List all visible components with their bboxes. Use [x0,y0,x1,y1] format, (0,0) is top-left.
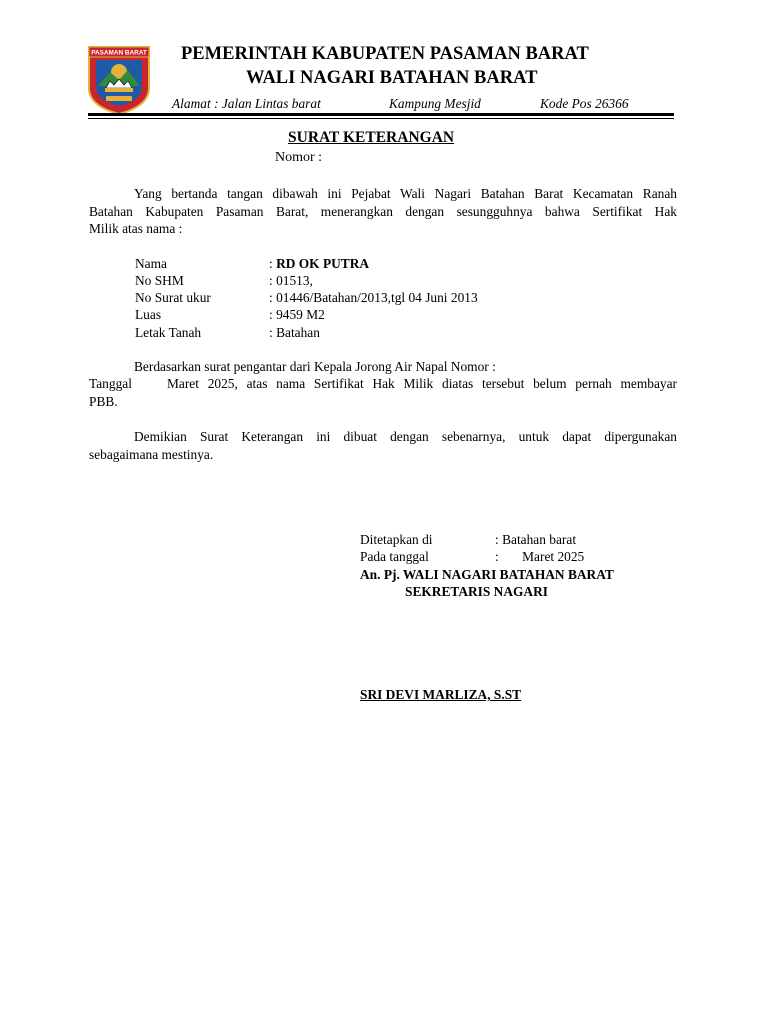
tanggal-value: : Maret 2025 [495,549,585,564]
header-divider-thin [88,118,674,119]
detail-label: Letak Tanah [135,325,202,340]
signatory-position: SEKRETARIS NAGARI [405,584,548,599]
header-address: Alamat : Jalan Lintas barat [172,96,321,111]
document-number: Nomor : [275,150,323,165]
detail-value: : 9459 M2 [269,307,325,322]
detail-value: : 01446/Batahan/2013,tgl 04 Juni 2013 [269,290,478,305]
header-kampung: Kampung Mesjid [389,96,481,111]
basis-line-3: PBB. [89,394,118,409]
ditetapkan-label: Ditetapkan di [360,532,433,547]
header-office-line: WALI NAGARI BATAHAN BARAT [246,68,538,88]
detail-label: Nama [135,256,167,271]
detail-label: No SHM [135,273,184,288]
basis-tanggal-label: Tanggal [89,376,132,391]
basis-line-1: Berdasarkan surat pengantar dari Kepala Jorong Air Napal Nomor : [134,359,496,374]
basis-line-2: Maret 2025, atas nama Sertifikat Hak Milik diatas tersebut belum pernah membayar [167,376,677,391]
detail-value: : Batahan [269,325,320,340]
signatory-name: SRI DEVI MARLIZA, S.ST [360,687,522,702]
closing-line-1: Demikian Surat Keterangan ini dibuat dengan sebenarnya, untuk dapat dipergunakan [134,429,677,444]
pada-tanggal-row [360,549,600,566]
tanggal-label: Pada tanggal [360,549,429,564]
header-divider-thick [88,113,674,116]
emblem-base [105,88,133,92]
intro-line-3: Milik atas nama : [89,221,183,236]
header-government-line: PEMERINTAH KABUPATEN PASAMAN BARAT [181,44,589,64]
ditetapkan-value: : Batahan barat [495,532,577,547]
intro-line-2: Batahan Kabupaten Pasaman Barat, menerangkan dengan sesungguhnya bahwa Sertifikat Hak [89,203,677,219]
pasaman-barat-emblem [86,44,152,116]
holder-name: RD OK PUTRA [276,256,370,271]
emblem-ribbon [106,96,132,101]
intro-line-1: Yang bertanda tangan dibawah ini Pejabat Wali Nagari Batahan Barat Kecamatan Ranah [134,186,677,201]
closing-line-2: sebagaimana mestinya. [89,446,214,462]
header-postal-code: Kode Pos 26366 [540,96,629,111]
intro-paragraph [89,185,677,238]
detail-label: Luas [135,307,162,322]
detail-value: : RD OK PUTRA [269,256,370,271]
detail-label: No Surat ukur [135,290,211,305]
closing-paragraph [89,428,677,463]
document-title: SURAT KETERANGAN [288,129,455,146]
emblem-banner-text: PASAMAN BARAT [91,49,147,57]
on-behalf-title: An. Pj. WALI NAGARI BATAHAN BARAT [360,567,614,582]
detail-value: : 01513, [269,273,313,288]
